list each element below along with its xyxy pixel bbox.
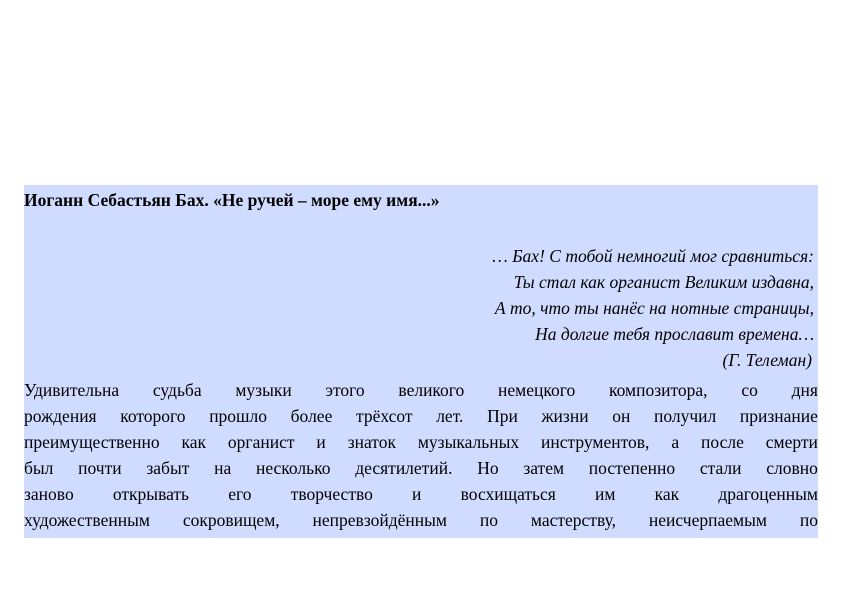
body-word: непревзойдённым xyxy=(312,510,447,530)
body-line xyxy=(24,403,818,429)
body-word: забыт xyxy=(146,458,190,478)
body-word: великого xyxy=(398,380,465,400)
body-line xyxy=(24,507,818,533)
epigraph-line: На долгие тебя прославит времена… xyxy=(535,324,814,344)
body-word: был xyxy=(24,458,54,478)
body-word: При xyxy=(487,406,518,426)
body-word: затем xyxy=(523,458,565,478)
body-word: а xyxy=(671,432,680,452)
body-word: лет. xyxy=(436,406,464,426)
body-word: творчество xyxy=(290,484,373,504)
body-word: заново xyxy=(24,484,74,504)
body-word: художественным xyxy=(24,510,150,530)
body-word: мастерству, xyxy=(530,510,616,530)
body-word: после xyxy=(701,432,744,452)
body-word: по xyxy=(799,510,818,530)
body-word: как xyxy=(181,432,206,452)
body-word: словно xyxy=(766,458,818,478)
body-word: смерти xyxy=(765,432,818,452)
text-block xyxy=(24,185,818,538)
body-word: по xyxy=(479,510,498,530)
body-word: и xyxy=(412,484,422,504)
body-word: его xyxy=(228,484,252,504)
body-word: как xyxy=(654,484,680,504)
body-word: жизни xyxy=(541,406,589,426)
body-word: музыки xyxy=(235,380,292,400)
body-word: драгоценным xyxy=(718,484,818,504)
epigraph-line: А то, что ты нанёс на нотные страницы, xyxy=(494,298,814,318)
body-word: десятилетий. xyxy=(355,458,453,478)
body-word: признание xyxy=(739,406,818,426)
body-word: преимущественно xyxy=(24,432,160,452)
body-word: стали xyxy=(699,458,742,478)
page-title: Иоганн Себастьян Бах. «Не ручей – море ему имя...» xyxy=(24,190,440,210)
body-word: композитора, xyxy=(609,380,708,400)
body-word: дня xyxy=(791,380,818,400)
epigraph-author: (Г. Телеман) xyxy=(722,350,812,370)
body-word: постепенно xyxy=(588,458,676,478)
body-word: получил xyxy=(653,406,717,426)
epigraph xyxy=(492,243,814,373)
body-word: открывать xyxy=(112,484,190,504)
body-word: почти xyxy=(78,458,122,478)
body-line xyxy=(24,377,818,403)
body-word: сокровищем, xyxy=(182,510,280,530)
body-word: со xyxy=(741,380,758,400)
body-word: рождения xyxy=(24,406,97,426)
body-line xyxy=(24,429,818,455)
body-line xyxy=(24,481,818,507)
body-word: Но xyxy=(477,458,499,478)
body-word: знаток xyxy=(347,432,396,452)
body-word: более xyxy=(290,406,333,426)
body-word: органист xyxy=(227,432,295,452)
body-word: восхищаться xyxy=(460,484,556,504)
body-word: немецкого xyxy=(498,380,576,400)
epigraph-line: Ты стал как органист Великим издавна, xyxy=(513,272,814,292)
body-word: им xyxy=(595,484,616,504)
body-line xyxy=(24,455,818,481)
body-word: прошло xyxy=(209,406,268,426)
body-word: и xyxy=(316,432,326,452)
body-word: он xyxy=(612,406,631,426)
body-word: судьба xyxy=(152,380,202,400)
body-word: которого xyxy=(120,406,186,426)
body-word: музыкальных xyxy=(417,432,520,452)
body-word: на xyxy=(214,458,232,478)
epigraph-line: … Бах! С тобой немногий мог сравниться: xyxy=(492,246,814,266)
body-word: трёхсот xyxy=(356,406,413,426)
body-word: несколько xyxy=(255,458,331,478)
body-word: неисчерпаемым xyxy=(648,510,767,530)
body-word: этого xyxy=(325,380,365,400)
body-word: инструментов, xyxy=(541,432,650,452)
body-word: Удивительна xyxy=(24,380,120,400)
body-paragraph xyxy=(24,377,818,533)
